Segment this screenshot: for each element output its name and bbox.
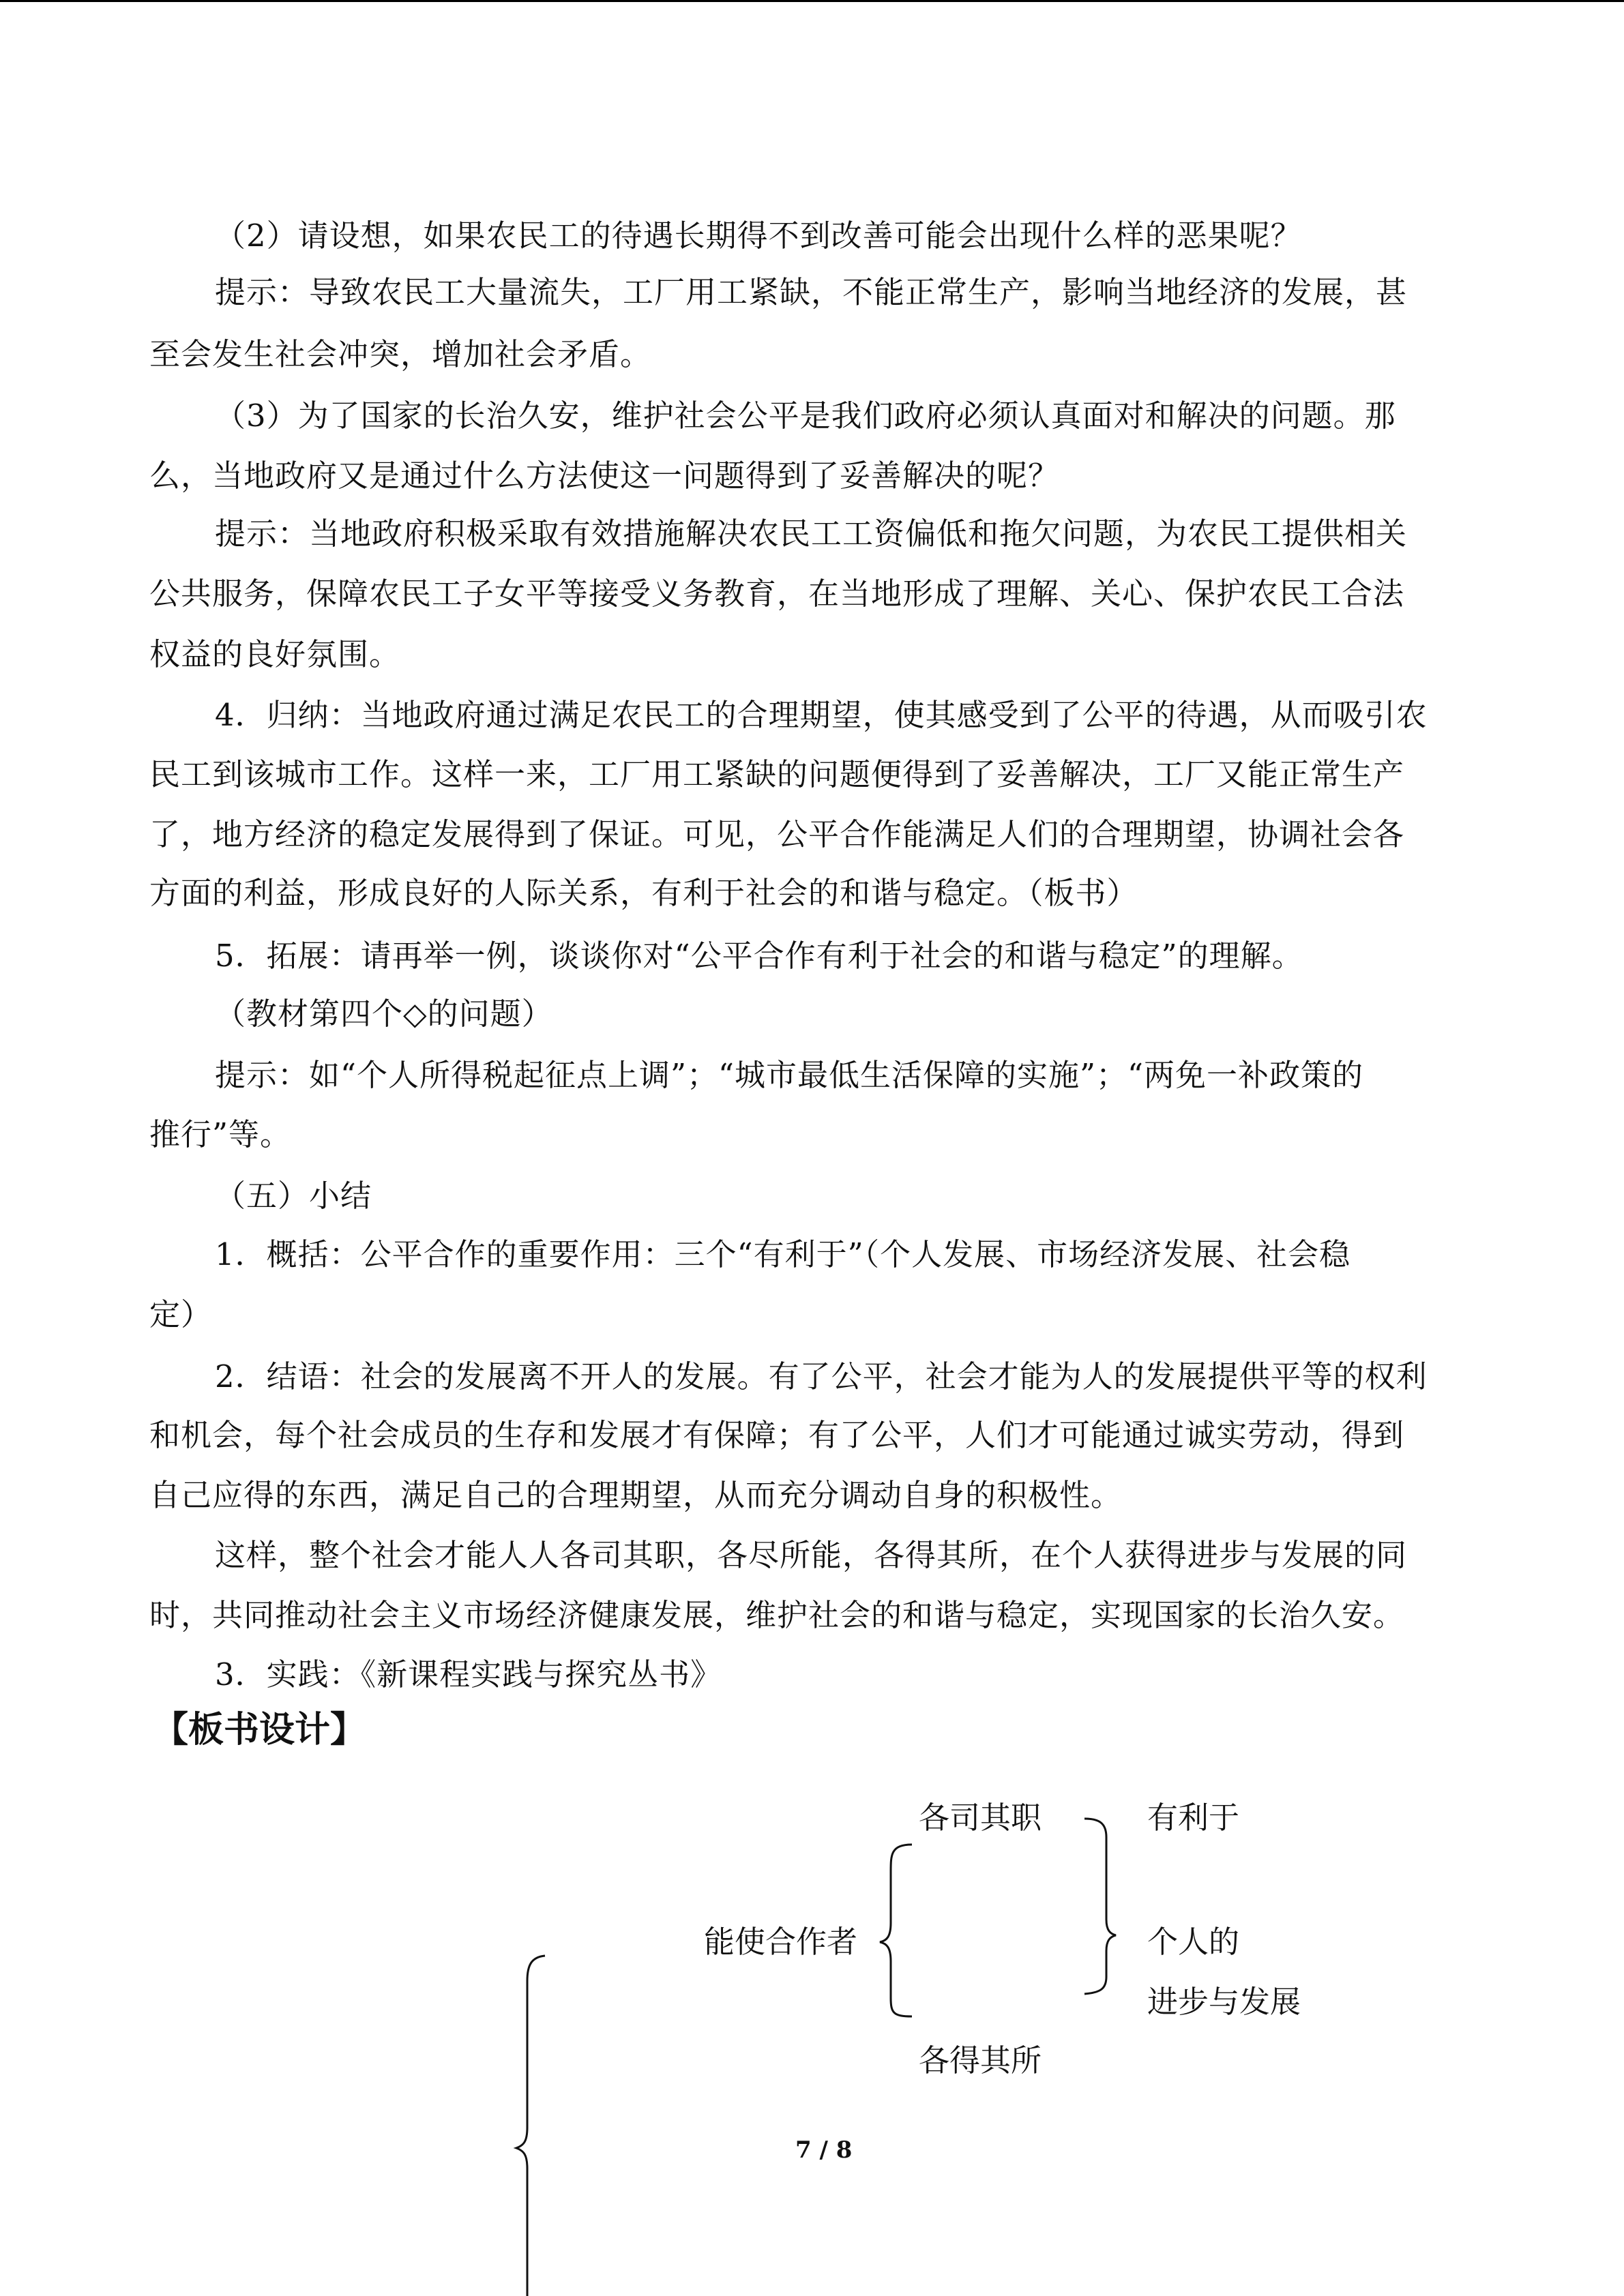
left-brace-large: [516, 1956, 545, 2296]
board-item-left: 能使合作者: [704, 1924, 858, 1960]
conclusion-2-line-1: 2．结语：社会的发展离不开人的发展。有了公平，社会才能为人的发展提供平等的权利: [215, 1358, 1428, 1395]
hint-2-line-2: 至会发生社会冲突，增加社会矛盾。: [149, 336, 652, 372]
conclusion-2-line-2: 和机会，每个社会成员的生存和发展才有保障；有了公平，人们才可能通过诚实劳动，得到: [149, 1417, 1405, 1453]
board-right-3: 进步与发展: [1147, 1984, 1301, 2020]
extension-5: 5．拓展：请再举一例，谈谈你对“公平合作有利于社会的和谐与稳定”的理解。: [215, 938, 1303, 974]
left-brace-small: [880, 1845, 912, 2016]
question-3-line-1: （3）为了国家的长治久安，维护社会公平是我们政府必须认真面对和解决的问题。那: [215, 398, 1396, 434]
summary-4-line-4: 方面的利益，形成良好的人际关系，有利于社会的和谐与稳定。（板书）: [149, 875, 1138, 911]
summary-4-line-2: 民工到该城市工作。这样一来，工厂用工紧缺的问题便得到了妥善解决，工厂又能正常生产: [149, 756, 1405, 792]
board-item-bottom: 各得其所: [919, 2042, 1042, 2078]
question-3-line-2: 么，当地政府又是通过什么方法使这一问题得到了妥善解决的呢？: [149, 458, 1060, 494]
practice-3: 3．实践：《新课程实践与探究丛书》: [215, 1656, 722, 1693]
hint-3-line-3: 权益的良好氛围。: [149, 636, 401, 672]
right-brace-small: [1084, 1819, 1116, 1994]
textbook-note: （教材第四个◇的问题）: [215, 996, 553, 1032]
hint-3-line-2: 公共服务，保障农民工子女平等接受义务教育，在当地形成了理解、关心、保护农民工合法: [149, 576, 1405, 612]
summary-4-line-3: 了，地方经济的稳定发展得到了保证。可见，公平合作能满足人们的合理期望，协调社会各: [149, 816, 1405, 852]
board-right-1: 有利于: [1147, 1800, 1240, 1836]
hint-5-line-2: 推行”等。: [149, 1116, 292, 1152]
page-number: 7 / 8: [795, 2136, 853, 2164]
summary-4-line-1: 4．归纳：当地政府通过满足农民工的合理期望，使其感受到了公平的待遇，从而吸引农: [215, 697, 1428, 733]
summary-1-line-1: 1．概括：公平合作的重要作用：三个“有利于”（个人发展、市场经济发展、社会稳: [215, 1236, 1351, 1272]
section-summary-heading: （五）小结: [215, 1178, 372, 1214]
conclusion-para-line-1: 这样，整个社会才能人人各司其职，各尽所能，各得其所，在个人获得进步与发展的同: [215, 1537, 1408, 1573]
board-right-2: 个人的: [1147, 1924, 1240, 1960]
question-2: （2）请设想，如果农民工的待遇长期得不到改善可能会出现什么样的恶果呢？: [215, 218, 1302, 254]
hint-5-line-1: 提示：如“个人所得税起征点上调”；“城市最低生活保障的实施”；“两免一补政策的: [215, 1057, 1364, 1093]
conclusion-para-line-2: 时，共同推动社会主义市场经济健康发展，维护社会的和谐与稳定，实现国家的长治久安。: [149, 1597, 1405, 1633]
hint-2-line-1: 提示：导致农民工大量流失，工厂用工紧缺，不能正常生产，影响当地经济的发展，甚: [215, 274, 1408, 310]
hint-3-line-1: 提示：当地政府积极采取有效措施解决农民工工资偏低和拖欠问题，为农民工提供相关: [215, 516, 1408, 552]
summary-1-line-2: 定）: [149, 1296, 213, 1332]
board-item-top: 各司其职: [919, 1800, 1042, 1836]
conclusion-2-line-3: 自己应得的东西，满足自己的合理期望，从而充分调动自身的积极性。: [149, 1477, 1123, 1513]
board-design-heading: 【板书设计】: [153, 1710, 366, 1750]
